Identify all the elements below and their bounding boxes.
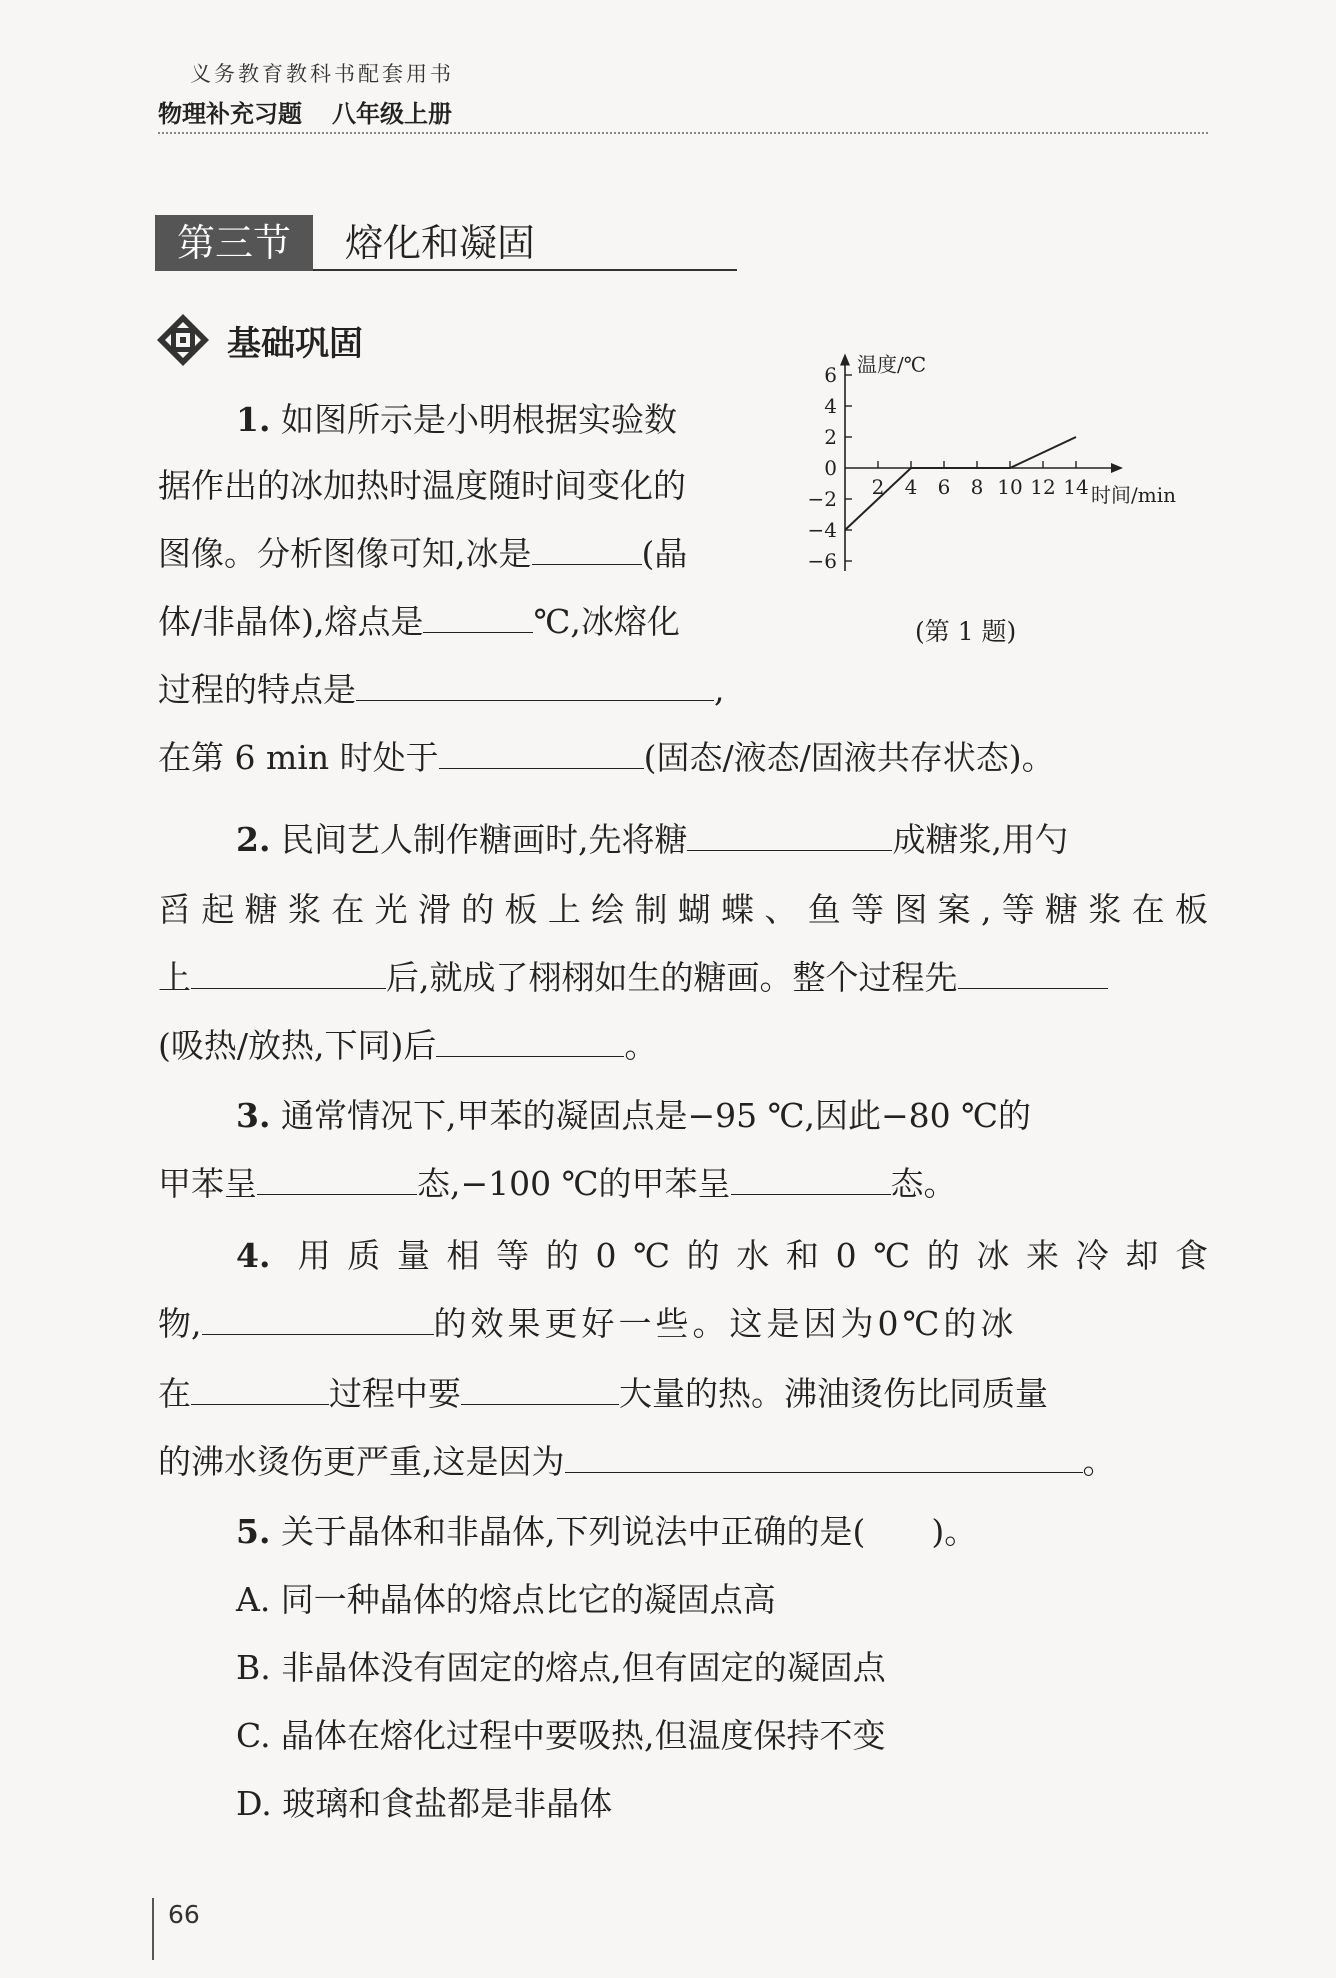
q4-text-4b: 。 (1082, 1442, 1116, 1481)
x-tick-label: 12 (1030, 475, 1056, 499)
y-tick-label: −2 (807, 487, 837, 511)
q4-text-3b: 过程中要 (329, 1374, 461, 1413)
q1-text-4b: ℃,冰熔化 (533, 602, 680, 641)
y-tick-label: −6 (807, 549, 837, 573)
q2-text-3a: 上 (158, 958, 191, 997)
x-tick-label: 14 (1063, 475, 1089, 499)
q2-blank-solidify[interactable] (191, 958, 386, 989)
q3-text-2b: 态,−100 ℃的甲苯呈 (417, 1164, 731, 1203)
section-underline (313, 269, 737, 271)
y-tick-label: 6 (824, 363, 837, 387)
q5-text: 关于晶体和非晶体,下列说法中正确的是( )。 (280, 1512, 978, 1551)
q3-line-2 (158, 1162, 957, 1206)
y-axis-label: 温度/℃ (857, 352, 927, 377)
q1-blank-feature[interactable] (356, 670, 714, 701)
q1-number: 1. (236, 400, 271, 439)
q4-line-1 (236, 1234, 1208, 1278)
q1-line-5 (158, 668, 725, 712)
q5-number: 5. (236, 1512, 271, 1551)
q4-line-3 (158, 1372, 1048, 1416)
y-axis-arrow (840, 354, 850, 366)
q1-text-3b: (晶 (641, 534, 688, 573)
q4-number: 4. (236, 1236, 271, 1275)
section-title: 熔化和凝固 (345, 221, 536, 265)
x-axis-label: 时间/min (1091, 483, 1176, 507)
q4-line-4 (158, 1440, 1116, 1484)
q4-text-3a: 在 (158, 1374, 191, 1413)
q2-line-1 (236, 818, 1068, 862)
q5-option-b[interactable]: B. 非晶体没有固定的熔点,但有固定的凝固点 (236, 1648, 886, 1687)
q2-number: 2. (236, 820, 271, 859)
chart-caption: (第 1 题) (915, 617, 1017, 646)
q1-text-3a: 图像。分析图像可知,冰是 (158, 534, 532, 573)
q4-blank-process[interactable] (191, 1374, 329, 1405)
q3-line-1 (236, 1094, 1031, 1138)
q2-text-3b: 后,就成了栩栩如生的糖画。整个过程先 (386, 958, 958, 997)
q1-blank-state[interactable] (439, 738, 644, 769)
q4-text-4a: 的沸水烫伤更严重,这是因为 (158, 1442, 565, 1481)
q2-line-3 (158, 956, 1108, 1000)
q5-option-a[interactable]: A. 同一种晶体的熔点比它的凝固点高 (236, 1580, 776, 1619)
q1-blank-melting-point[interactable] (423, 602, 533, 633)
page-number: 66 (168, 1900, 200, 1929)
x-tick-label: 8 (970, 475, 984, 499)
q1-line-1 (236, 398, 677, 442)
x-tick-label: 2 (871, 475, 885, 499)
q2-text-1a: 民间艺人制作糖画时,先将糖 (280, 820, 688, 859)
q1-line-3 (158, 532, 687, 576)
q2-blank-heat-after[interactable] (436, 1026, 624, 1057)
q1-text-1: 如图所示是小明根据实验数 (280, 400, 677, 439)
q4-blank-better[interactable] (202, 1304, 434, 1335)
q1-text-6b: (固态/液态/固液共存状态)。 (643, 738, 1055, 777)
y-tick-label: 4 (824, 394, 837, 418)
q4-text-1: 用质量相等的0℃的水和0℃的冰来冷却食 (297, 1236, 1208, 1275)
q5-option-d[interactable]: D. 玻璃和食盐都是非晶体 (236, 1784, 613, 1823)
section-number: 第三节 (155, 215, 313, 271)
q1-line-6 (158, 736, 1055, 780)
q5-stem (236, 1510, 977, 1554)
q2-text-4a: (吸热/放热,下同)后 (158, 1026, 437, 1065)
book-name: 物理补充习题 (158, 100, 302, 128)
y-tick-label: 0 (824, 456, 837, 480)
series-title: 义务教育教科书配套用书 (190, 62, 454, 86)
y-tick-label: −4 (807, 518, 837, 542)
x-tick-label: 6 (937, 475, 951, 499)
q1-text-5a: 过程的特点是 (158, 670, 356, 709)
q2-blank-melt[interactable] (687, 820, 892, 851)
q1-text-4a: 体/非晶体),熔点是 (158, 602, 424, 641)
x-tick-label: 10 (997, 475, 1023, 499)
q4-line-2 (158, 1302, 1017, 1346)
subsection-title: 基础巩固 (227, 324, 363, 364)
q1-text-5b: , (714, 670, 725, 709)
q1-text-6a: 在第 6 min 时处于 (158, 738, 439, 777)
book-title (158, 94, 452, 129)
q3-text-1: 通常情况下,甲苯的凝固点是−95 ℃,因此−80 ℃的 (280, 1096, 1032, 1135)
q3-number: 3. (236, 1096, 271, 1135)
book-grade: 八年级上册 (332, 100, 452, 128)
q3-text-2a: 甲苯呈 (158, 1164, 257, 1203)
q4-text-2b: 的效果更好一些。这是因为0℃的冰 (433, 1304, 1018, 1343)
q1-blank-crystal[interactable] (532, 534, 642, 565)
page-number-rule (152, 1898, 154, 1960)
y-tick-label: 2 (824, 425, 837, 449)
q2-text-1b: 成糖浆,用勺 (892, 820, 1068, 859)
q4-blank-absorb[interactable] (461, 1374, 619, 1405)
q2-blank-heat-first[interactable] (958, 958, 1108, 989)
x-tick-label: 4 (904, 475, 918, 499)
q1-line-2: 据作出的冰加热时温度随时间变化的 (158, 466, 686, 505)
temperature-time-chart (800, 325, 1220, 615)
q2-line-4 (158, 1024, 657, 1068)
q2-line-2: 舀起糖浆在光滑的板上绘制蝴蝶、鱼等图案,等糖浆在板 (158, 890, 1208, 929)
q1-line-4 (158, 600, 680, 644)
q3-blank-state-1[interactable] (257, 1164, 417, 1195)
q4-text-2a: 物, (158, 1304, 202, 1343)
q3-text-2c: 态。 (890, 1164, 957, 1203)
q5-option-c[interactable]: C. 晶体在熔化过程中要吸热,但温度保持不变 (236, 1716, 886, 1755)
q4-text-3c: 大量的热。沸油烫伤比同质量 (619, 1374, 1048, 1413)
x-axis-arrow (1111, 463, 1123, 473)
q4-blank-reason[interactable] (565, 1442, 1083, 1473)
header-divider (158, 132, 1208, 134)
diamond-badge-icon (155, 312, 211, 368)
q2-text-4b: 。 (624, 1026, 658, 1065)
q3-blank-state-2[interactable] (731, 1164, 891, 1195)
